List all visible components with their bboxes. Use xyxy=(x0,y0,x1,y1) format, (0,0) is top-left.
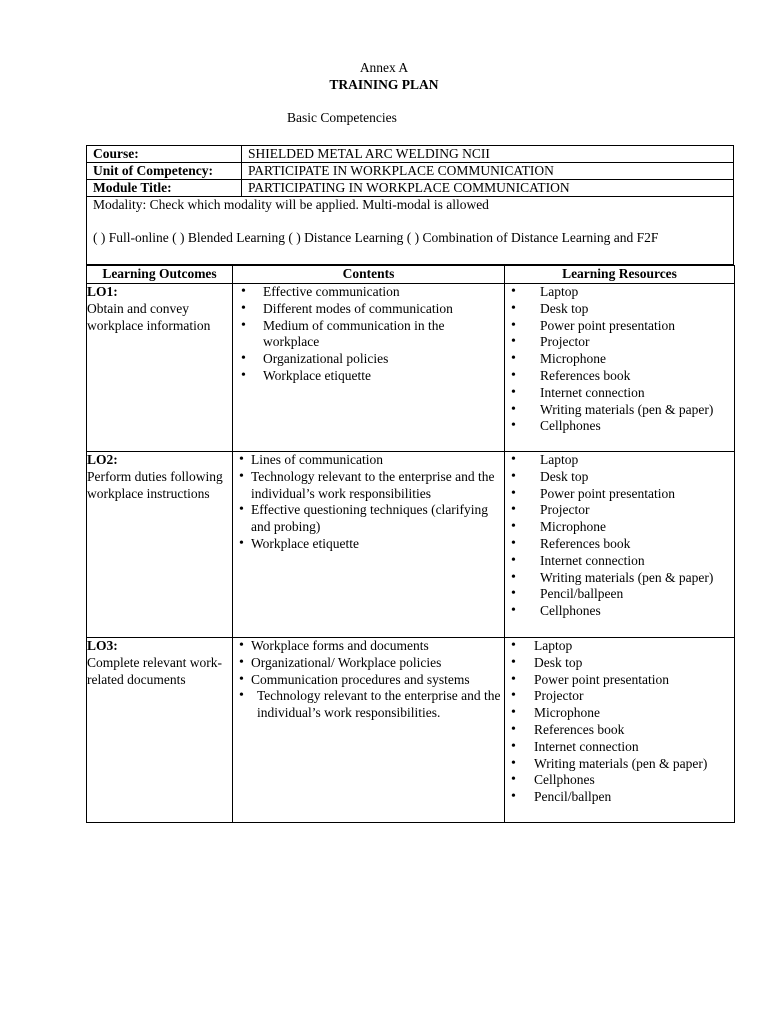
list-item: • Organizational policies xyxy=(233,351,504,368)
module-row xyxy=(87,180,734,197)
list-item: • Effective communication xyxy=(233,284,504,301)
contents-cell xyxy=(233,284,505,452)
list-item: • Communication procedures and systems xyxy=(233,672,504,689)
list-item: • Power point presentation xyxy=(505,486,734,503)
contents-cell xyxy=(233,452,505,638)
resources-cell xyxy=(505,452,735,638)
modality-section xyxy=(86,196,734,265)
list-item: • Projector xyxy=(505,334,734,351)
course-info-table xyxy=(86,145,734,197)
lo-code: LO2: xyxy=(87,452,118,467)
list-item: • Power point presentation xyxy=(505,318,734,335)
list-item: • Writing materials (pen & paper) xyxy=(505,402,734,419)
resources-cell xyxy=(505,638,735,823)
resources-list xyxy=(505,452,734,620)
lo-description: Perform duties following workplace instructions xyxy=(87,468,223,501)
contents-list xyxy=(233,638,504,722)
col-contents: Contents xyxy=(233,266,505,284)
contents-list xyxy=(233,284,504,385)
learning-outcome-cell xyxy=(87,638,233,823)
list-item: • Microphone xyxy=(505,351,734,368)
table-row xyxy=(87,284,735,452)
unit-label: Unit of Competency: xyxy=(87,163,242,180)
resources-cell xyxy=(505,284,735,452)
list-item: • Microphone xyxy=(505,519,734,536)
list-item: • Effective questioning techniques (clarifying and probing) xyxy=(233,502,504,536)
list-item: • Workplace etiquette xyxy=(233,536,504,553)
list-item: • Organizational/ Workplace policies xyxy=(233,655,504,672)
unit-row xyxy=(87,163,734,180)
course-value: SHIELDED METAL ARC WELDING NCII xyxy=(242,146,734,163)
list-item: • Internet connection xyxy=(505,385,734,402)
list-item: • Workplace etiquette xyxy=(233,368,504,385)
training-plan-table xyxy=(86,265,735,823)
list-item: • Lines of communication xyxy=(233,452,504,469)
table-header-row xyxy=(87,266,735,284)
modality-options: ( ) Full-online ( ) Blended Learning ( ) Distance Learning ( ) Combination of Distance Learning and F2F xyxy=(93,230,659,245)
lo-description: Obtain and convey workplace information xyxy=(87,300,211,333)
lo-description: Complete relevant work-related documents xyxy=(87,654,222,687)
list-item: • Power point presentation xyxy=(505,672,734,689)
list-item: • Writing materials (pen & paper) xyxy=(505,570,734,587)
list-item: • Writing materials (pen & paper) xyxy=(505,756,734,773)
list-item: • Cellphones xyxy=(505,603,734,620)
lo-code: LO1: xyxy=(87,284,118,299)
modality-instruction: Modality: Check which modality will be applied. Multi-modal is allowed xyxy=(93,197,489,212)
list-item: • Workplace forms and documents xyxy=(233,638,504,655)
list-item: • Technology relevant to the enterprise and the individual’s work responsibilities. xyxy=(233,688,504,722)
list-item: • Pencil/ballpen xyxy=(505,789,734,806)
list-item: • Laptop xyxy=(505,284,734,301)
list-item: • Cellphones xyxy=(505,418,734,435)
list-item: • References book xyxy=(505,536,734,553)
list-item: • Projector xyxy=(505,688,734,705)
course-label: Course: xyxy=(87,146,242,163)
document-subtitle: Basic Competencies xyxy=(287,110,397,125)
list-item: • Technology relevant to the enterprise and the individual’s work responsibilities xyxy=(233,469,504,503)
list-item: • Desk top xyxy=(505,655,734,672)
resources-list xyxy=(505,284,734,435)
list-item: • Internet connection xyxy=(505,739,734,756)
course-row xyxy=(87,146,734,163)
table-row xyxy=(87,638,735,823)
annex-label: Annex A xyxy=(359,60,409,75)
list-item: • Different modes of communication xyxy=(233,301,504,318)
lo-code: LO3: xyxy=(87,638,118,653)
resources-list xyxy=(505,638,734,806)
unit-value: PARTICIPATE IN WORKPLACE COMMUNICATION xyxy=(242,163,734,180)
list-item: • Internet connection xyxy=(505,553,734,570)
list-item: • References book xyxy=(505,368,734,385)
contents-list xyxy=(233,452,504,553)
contents-cell xyxy=(233,638,505,823)
list-item: • Projector xyxy=(505,502,734,519)
list-item: • Medium of communication in the workplace xyxy=(233,318,504,352)
learning-outcome-cell xyxy=(87,452,233,638)
list-item: • Laptop xyxy=(505,638,734,655)
list-item: • References book xyxy=(505,722,734,739)
list-item: • Desk top xyxy=(505,469,734,486)
list-item: • Desk top xyxy=(505,301,734,318)
col-learning-outcomes: Learning Outcomes xyxy=(87,266,233,284)
list-item: • Cellphones xyxy=(505,772,734,789)
module-value: PARTICIPATING IN WORKPLACE COMMUNICATION xyxy=(242,180,734,197)
document-title: TRAINING PLAN xyxy=(329,77,439,92)
list-item: • Pencil/ballpeen xyxy=(505,586,734,603)
list-item: • Laptop xyxy=(505,452,734,469)
col-learning-resources: Learning Resources xyxy=(505,266,735,284)
table-row xyxy=(87,452,735,638)
list-item: • Microphone xyxy=(505,705,734,722)
learning-outcome-cell xyxy=(87,284,233,452)
module-label: Module Title: xyxy=(87,180,242,197)
